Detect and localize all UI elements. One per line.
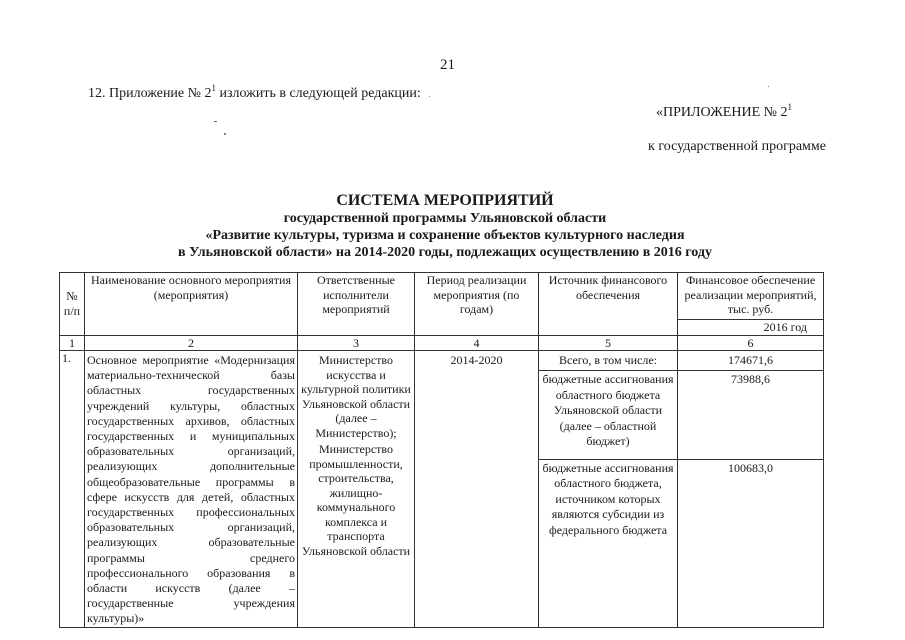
col-number-2: 2 (85, 335, 298, 351)
intro-text (88, 83, 421, 102)
header-source: Источник финансового обеспечения (539, 273, 678, 336)
header-period: Период реализации мероприятия (по годам) (415, 273, 539, 336)
intro-text-before: 12. Приложение № 2 (88, 86, 212, 101)
row1-executor-ministry-culture: Министерство искусства и культурной политики Ульяновской области (далее – Министерство); (301, 353, 411, 440)
row1-source-federal: бюджетные ассигнования областного бюджета, источником которых являются субсидии из федерального бюджета (539, 459, 678, 627)
row1-value-regional: 73988,6 (678, 371, 824, 460)
header-executors: Ответственные исполнители мероприятий (298, 273, 415, 336)
header-name: Наименование основного мероприятия (мероприятия) (85, 273, 298, 336)
table-header-row (60, 273, 824, 320)
scan-speck (214, 121, 217, 122)
header-year: 2016 год (678, 320, 824, 336)
col-number-4: 4 (415, 335, 539, 351)
appendix-title-sup: 1 (787, 102, 792, 112)
header-finance: Финансовое обеспечение реализации мероприятий, тыс. руб. (678, 273, 824, 320)
row1-num: 1. (60, 351, 85, 628)
header-num: № п/п (60, 273, 85, 336)
intro-text-after: изложить в следующей редакции: (216, 86, 421, 101)
page-number: 21 (440, 57, 455, 73)
heading-line-3: «Развитие культуры, туризма и сохранение объектов культурного наследия (205, 228, 685, 243)
col-number-3: 3 (298, 335, 415, 351)
row1-source-total: Всего, в том числе: (539, 351, 678, 371)
heading-line-1: СИСТЕМА МЕРОПРИЯТИЙ (336, 192, 554, 209)
scan-speck (429, 96, 430, 97)
scan-speck (224, 133, 226, 135)
table-row (60, 351, 824, 371)
measures-table (59, 272, 824, 628)
row1-name: Основное мероприятие «Модернизация материально-технической базы областных государственных учреждений культуры, областных государственных архивов, областных государственных и муниципальных образовательных организаций, реализующих дополнительные общеобразовательные программы в сфере искусств для детей, областных государственных профессиональных образовательных организаций, реализующих образовательные программы среднего профессионального образования в области искусств (далее – государственные учреждения культуры)» (85, 351, 298, 628)
intro-sup: 1 (211, 83, 216, 93)
appendix-title-text: «ПРИЛОЖЕНИЕ № 2 (656, 105, 788, 120)
row1-source-regional: бюджетные ассигнования областного бюджета Ульяновской области (далее – областной бюджет) (539, 371, 678, 460)
row1-value-total: 174671,6 (678, 351, 824, 371)
heading-line-2: государственной программы Ульяновской области (283, 211, 607, 226)
heading-line-4: в Ульяновской области» на 2014-2020 годы, подлежащих осуществлению в 2016 году (178, 245, 712, 260)
appendix-title (656, 102, 792, 121)
row1-period: 2014-2020 (415, 351, 539, 628)
row1-value-federal: 100683,0 (678, 459, 824, 627)
col-number-5: 5 (539, 335, 678, 351)
table-col-numbers-row (60, 335, 824, 351)
row1-executors (298, 351, 415, 628)
col-number-1: 1 (60, 335, 85, 351)
appendix-subtitle: к государственной программе (648, 139, 826, 154)
row1-executor-ministry-industry: Министерство промышленности, строительства, жилищно-коммунального комплекса и транспорта Ульяновской области (301, 442, 411, 558)
col-number-6: 6 (678, 335, 824, 351)
scan-speck (768, 86, 769, 87)
